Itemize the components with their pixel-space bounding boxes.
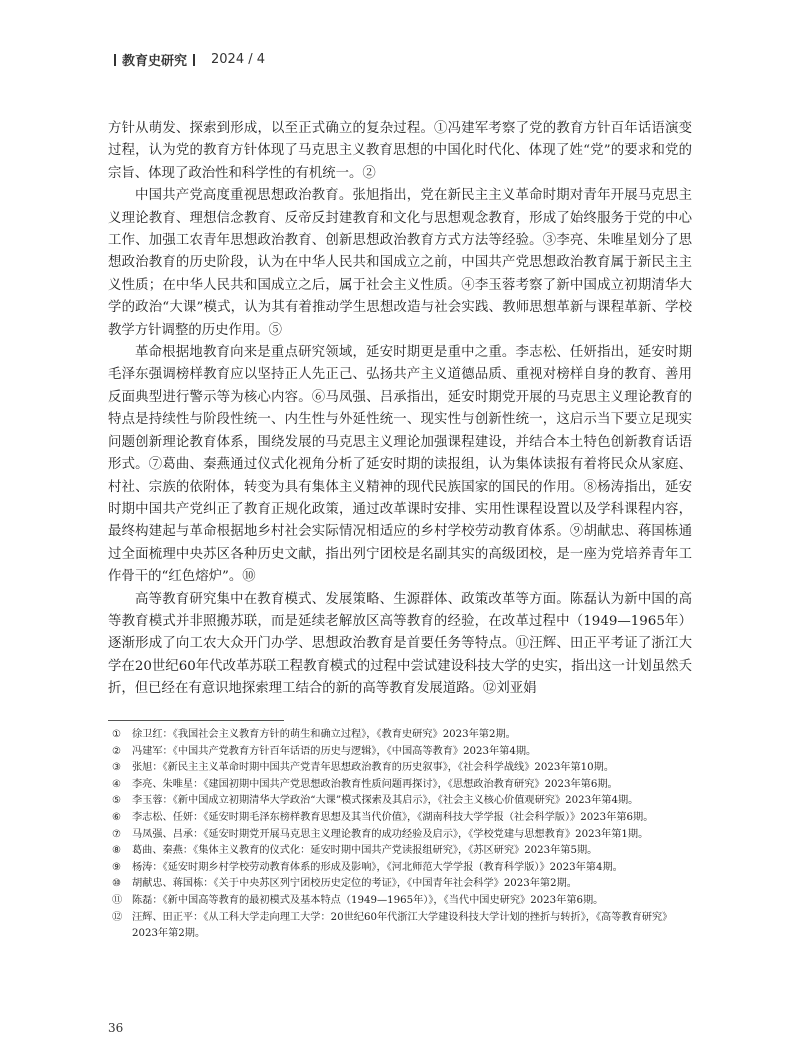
footnote-text: 李志松、任妍：《延安时期毛泽东榜样教育思想及其当代价值》，《湖南科技大学学报（社会科学版）》2023年第6期。: [132, 811, 654, 823]
footnote: [112, 744, 692, 761]
footnote-mark: ⑩: [112, 878, 122, 890]
footnote-mark: ③: [112, 762, 122, 774]
footnote-text: 胡献忠、蒋国栋：《关于中央苏区列宁团校历史定位的考证》，《中国青年社会科学》2023年第2期。: [132, 878, 577, 890]
paragraph: 高等教育研究集中在教育模式、发展策略、生源群体、政策改革等方面。陈磊认为新中国的高等教育模式并非照搬苏联，而是延续老解放区高等教育的经验，在改革过程中（1949—1965年）逐渐形成了向工农大众开门办学、思想政治教育是首要任务等特点。⑪汪辉、田正平考证了浙江大学在20世纪60年代改革苏联工程教育模式的过程中尝试建设科技大学的史实，指出这一计划虽然夭折，但已经在有意识地探索理工结合的新的高等教育发展道路。⑫刘亚娟: [108, 591, 692, 697]
footnote-text: 陈磊：《新中国高等教育的最初模式及基本特点（1949—1965年）》，《当代中国史研究》2023年第6期。: [132, 894, 604, 906]
footnote-text: 汪辉、田正平：《从工科大学走向理工大学：20世纪60年代浙江大学建设科技大学计划的挫折与转折》，《高等教育研究》2023年第2期。: [132, 911, 673, 940]
running-header: [108, 50, 265, 69]
footnote-mark: ⑤: [112, 795, 122, 807]
footnote: [112, 760, 692, 777]
header-bar-right: [193, 54, 195, 66]
body-text: [108, 118, 692, 701]
footnote: [112, 777, 692, 794]
paragraph: 革命根据地教育向来是重点研究领域，延安时期更是重中之重。李志松、任妍指出，延安时期毛泽东强调榜样教育应以坚持正人先正己、弘扬共产主义道德品质、重视对榜样自身的教育、善用反面典型进行警示等为核心内容。⑥马凤强、吕承指出，延安时期党开展的马克思主义理论教育的特点是持续性与阶段性统一、内生性与外延性统一、现实性与创新性统一，这启示当下要立足现实问题创新理论教育体系，围绕发展的马克思主义理论加强课程建设，并结合本土特色创新教育话语形式。⑦葛曲、秦燕通过仪式化视角分析了延安时期的读报组，认为集体读报有着将民众从家庭、村社、宗族的依附体，转变为具有集体主义精神的现代民族国家的国民的作用。⑧杨涛指出，延安时期中国共产党纠正了教育正规化政策，通过改革课时安排、实用性课程设置以及学科课程内容，最终构建起与革命根据地乡村社会实际情况相适应的乡村学校劳动教育体系。⑨胡献忠、蒋国栋通过全面梳理中央苏区各种历史文献，指出列宁团校是名副其实的高级团校，是一座为党培养青年工作骨干的“红色熔炉”。⑩: [108, 345, 692, 585]
journal-title: 教育史研究: [122, 54, 188, 69]
footnote-text: 张旭：《新民主主义革命时期中国共产党青年思想政治教育的历史叙事》，《社会科学战线》2023年第10期。: [132, 762, 615, 774]
footnote-text: 葛曲、秦燕：《集体主义教育的仪式化：延安时期中国共产党读报组研究》，《苏区研究》2023年第5期。: [132, 845, 598, 857]
footnote-mark: ④: [112, 778, 122, 790]
footnote-mark: ⑦: [112, 828, 122, 840]
footnote-divider: [108, 720, 284, 721]
page-number: 36: [108, 1021, 124, 1035]
footnote-mark: ①: [112, 729, 122, 740]
footnote-text: 杨涛：《延安时期乡村学校劳动教育体系的形成及影响》，《河北师范大学学报（教育科学版）》2023年第4期。: [132, 861, 623, 873]
footnote-text: 李玉蓉：《新中国成立初期清华大学政治“大课”模式探索及其启示》，《社会主义核心价值观研究》2023年第4期。: [132, 795, 639, 807]
footnote: [112, 827, 692, 844]
footnote: [112, 843, 692, 860]
footnote-text: 冯建军：《中国共产党教育方针百年话语的历史与逻辑》，《中国高等教育》2023年第4期。: [132, 745, 537, 757]
footnote: [112, 810, 692, 827]
issue-number: 2024 / 4: [211, 52, 266, 67]
paragraph: 中国共产党高度重视思想政治教育。张旭指出，党在新民主主义革命时期对青年开展马克思主义理论教育、理想信念教育、反帝反封建教育和文化与思想观念教育，形成了始终服务于党的中心工作、加强工农青年思想政治教育、创新思想政治教育方式方法等经验。③李亮、朱唯星划分了思想政治教育的历史阶段，认为在中华人民共和国成立之前，中国共产党思想政治教育属于新民主主义性质；在中华人民共和国成立之后，属于社会主义性质。④李玉蓉考察了新中国成立初期清华大学的政治“大课”模式，认为其有着推动学生思想改造与社会实践、教师思想革新与课程革新、学校教学方针调整的历史作用。⑤: [108, 188, 692, 338]
footnote-text: 马凤强、吕承：《延安时期党开展马克思主义理论教育的成功经验及启示》，《学校党建与思想教育》2023年第1期。: [132, 828, 649, 840]
header-bar-left: [114, 54, 116, 66]
footnote: [112, 793, 692, 810]
footnote: [112, 893, 692, 910]
footnote: [112, 876, 692, 893]
footnote-mark: ⑧: [112, 845, 122, 857]
footnote: [112, 910, 692, 943]
footnote-text: 徐卫红：《我国社会主义教育方针的萌生和确立过程》，《教育史研究》2023年第2期。: [132, 729, 516, 740]
footnote: [112, 860, 692, 877]
paragraph: 方针从萌发、探索到形成，以至正式确立的复杂过程。①冯建军考察了党的教育方针百年话语演变过程，认为党的教育方针体现了马克思主义教育思想的中国化时代化、体现了姓“党”的要求和党的宗旨、体现了政治性和科学性的有机统一。②: [108, 121, 692, 181]
footnote-mark: ②: [112, 745, 122, 757]
footnote-mark: ⑫: [112, 911, 123, 923]
footnote-text: 李亮、朱唯星：《建国初期中国共产党思想政治教育性质问题再探讨》，《思想政治教育研究》2023年第6期。: [132, 778, 618, 790]
footnote-mark: ⑥: [112, 811, 122, 823]
footnote-mark: ⑨: [112, 861, 122, 873]
footnotes: [112, 727, 692, 943]
footnote-mark: ⑪: [112, 894, 123, 906]
footnote: [112, 727, 692, 744]
